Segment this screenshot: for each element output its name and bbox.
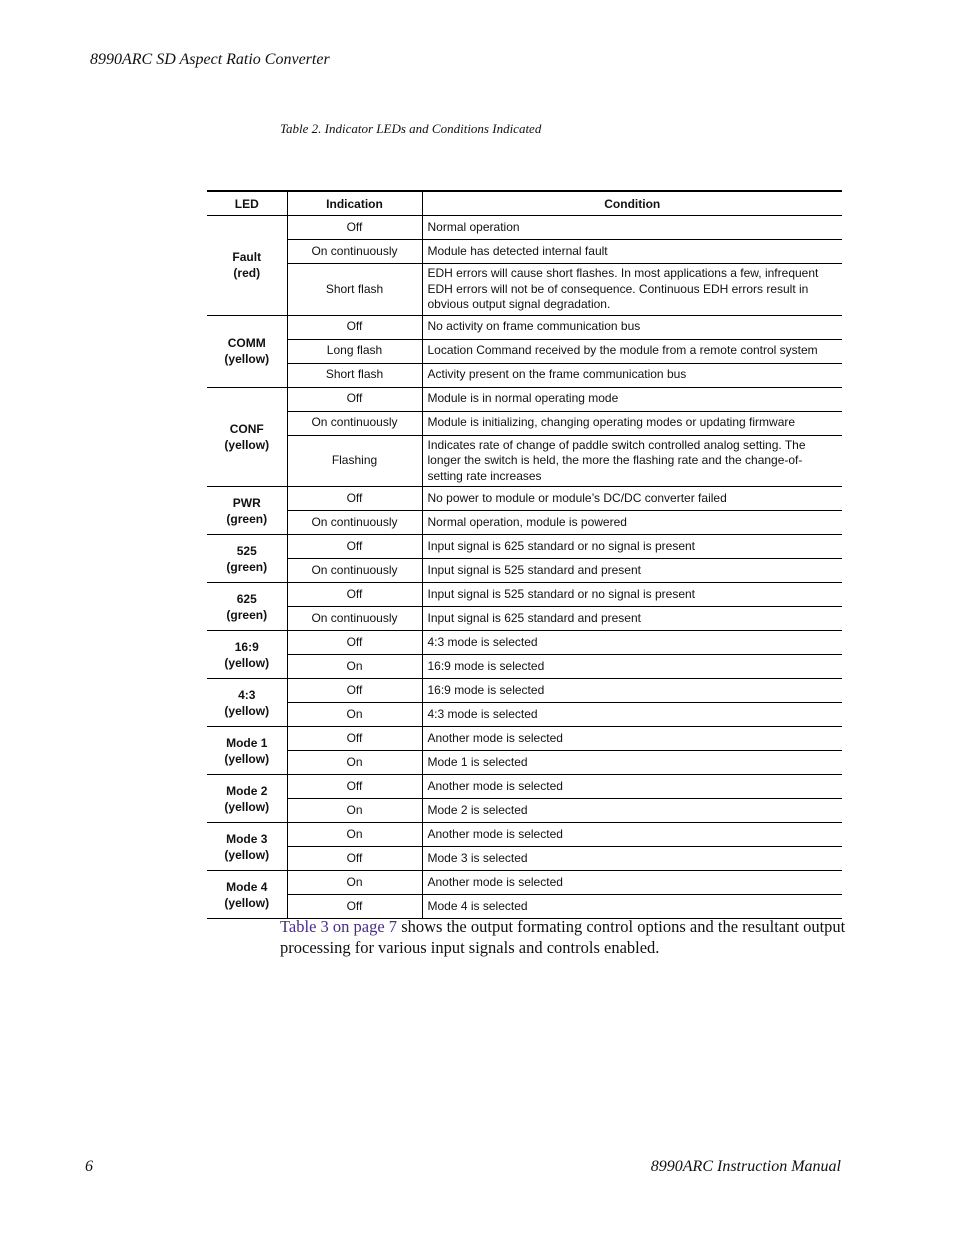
led-name: Fault <box>232 250 262 265</box>
table-row <box>207 315 842 339</box>
indication-cell: Off <box>287 775 422 799</box>
condition-cell: Input signal is 625 standard or no signal is present <box>422 535 842 559</box>
led-color: (yellow) <box>224 655 270 670</box>
led-color: (yellow) <box>224 703 270 718</box>
condition-cell: No power to module or module’s DC/DC converter failed <box>422 487 842 511</box>
condition-cell: Mode 2 is selected <box>422 799 842 823</box>
led-color: (green) <box>226 559 268 574</box>
condition-cell: Normal operation <box>422 216 842 240</box>
led-indicator-table <box>207 190 842 919</box>
led-color: (yellow) <box>224 437 270 452</box>
indication-cell: On <box>287 823 422 847</box>
table-row <box>207 559 842 583</box>
led-name: Mode 1 <box>226 735 268 750</box>
condition-cell: Input signal is 525 standard or no signal is present <box>422 583 842 607</box>
table-row <box>207 216 842 240</box>
led-cell <box>207 216 287 316</box>
indication-cell: Short flash <box>287 363 422 387</box>
table-row <box>207 511 842 535</box>
condition-cell: EDH errors will cause short flashes. In most applications a few, infrequent EDH errors will not be of consequence. Continuous EDH errors result in obvious output signal degradation. <box>422 264 842 316</box>
column-header-led: LED <box>207 191 287 216</box>
indication-cell: On <box>287 655 422 679</box>
led-name: 16:9 <box>234 639 259 654</box>
led-color: (yellow) <box>224 352 270 366</box>
column-header-condition: Condition <box>422 191 842 216</box>
led-name: Mode 2 <box>226 783 268 798</box>
indication-cell: Off <box>287 847 422 871</box>
table-row <box>207 631 842 655</box>
indication-cell: Off <box>287 583 422 607</box>
indication-cell: Off <box>287 387 422 411</box>
condition-cell: Input signal is 525 standard and present <box>422 559 842 583</box>
condition-cell: 4:3 mode is selected <box>422 631 842 655</box>
table-cross-reference-link[interactable]: Table 3 on page 7 <box>280 917 398 936</box>
table-row <box>207 411 842 435</box>
led-color: (yellow) <box>224 847 270 862</box>
indication-cell: On <box>287 799 422 823</box>
led-color: (green) <box>226 511 268 526</box>
table-row <box>207 240 842 264</box>
table-row <box>207 727 842 751</box>
led-cell <box>207 583 287 631</box>
led-color: (yellow) <box>224 799 270 814</box>
indication-cell: On continuously <box>287 559 422 583</box>
condition-cell: Indicates rate of change of paddle switch controlled analog setting. The longer the switch is held, the more the flashing rate and the change-of-setting rate increases <box>422 435 842 487</box>
indication-cell: Off <box>287 487 422 511</box>
indication-cell: On <box>287 703 422 727</box>
led-name: PWR <box>232 495 261 510</box>
table-row <box>207 847 842 871</box>
table-row <box>207 487 842 511</box>
condition-cell: Module is in normal operating mode <box>422 387 842 411</box>
table-row <box>207 535 842 559</box>
indication-cell: Flashing <box>287 435 422 487</box>
led-name: 625 <box>236 591 257 606</box>
led-cell <box>207 775 287 823</box>
indication-cell: On <box>287 751 422 775</box>
condition-cell: 4:3 mode is selected <box>422 703 842 727</box>
condition-cell: Location Command received by the module from a remote control system <box>422 339 842 363</box>
table-row <box>207 871 842 895</box>
led-name: 525 <box>236 543 257 558</box>
footer-title: 8990ARC Instruction Manual <box>650 1158 841 1175</box>
indication-cell: On continuously <box>287 240 422 264</box>
body-text: shows the output formating control options and the resultant output processing for various input signals and controls enabled. <box>280 917 846 957</box>
condition-cell: Activity present on the frame communication bus <box>422 363 842 387</box>
led-color: (green) <box>226 607 268 622</box>
led-cell <box>207 315 287 387</box>
table-row <box>207 339 842 363</box>
table-row <box>207 387 842 411</box>
indication-cell: On continuously <box>287 607 422 631</box>
table-body <box>207 216 842 919</box>
led-cell <box>207 823 287 871</box>
led-cell <box>207 387 287 487</box>
condition-cell: Another mode is selected <box>422 727 842 751</box>
led-name: 4:3 <box>238 687 256 702</box>
indication-cell: Off <box>287 631 422 655</box>
table-row <box>207 583 842 607</box>
table-row <box>207 775 842 799</box>
indication-cell: Off <box>287 679 422 703</box>
indication-cell: Off <box>287 535 422 559</box>
table-row <box>207 435 842 487</box>
led-name: Mode 3 <box>226 831 268 846</box>
table-header-row <box>207 191 842 216</box>
table-row <box>207 799 842 823</box>
led-cell <box>207 727 287 775</box>
indication-cell: On <box>287 871 422 895</box>
table-row <box>207 655 842 679</box>
led-color: (yellow) <box>224 751 270 766</box>
condition-cell: Mode 4 is selected <box>422 895 842 919</box>
condition-cell: 16:9 mode is selected <box>422 679 842 703</box>
indication-cell: Short flash <box>287 264 422 316</box>
led-cell <box>207 679 287 727</box>
led-name: CONF <box>229 421 264 436</box>
indication-cell: On continuously <box>287 511 422 535</box>
led-color: (yellow) <box>224 895 270 910</box>
table-row <box>207 679 842 703</box>
condition-cell: No activity on frame communication bus <box>422 315 842 339</box>
led-cell <box>207 631 287 679</box>
condition-cell: Module is initializing, changing operating modes or updating firmware <box>422 411 842 435</box>
indication-cell: Long flash <box>287 339 422 363</box>
indication-cell: Off <box>287 727 422 751</box>
condition-cell: Mode 1 is selected <box>422 751 842 775</box>
condition-cell: 16:9 mode is selected <box>422 655 842 679</box>
table-row <box>207 607 842 631</box>
condition-cell: Another mode is selected <box>422 823 842 847</box>
condition-cell: Normal operation, module is powered <box>422 511 842 535</box>
page-number: 6 <box>85 1158 93 1175</box>
led-name: COMM <box>227 336 266 350</box>
led-color: (red) <box>233 266 261 281</box>
led-cell <box>207 535 287 583</box>
condition-cell: Input signal is 625 standard and present <box>422 607 842 631</box>
indication-cell: On continuously <box>287 411 422 435</box>
indication-cell: Off <box>287 216 422 240</box>
table-row <box>207 363 842 387</box>
led-cell <box>207 871 287 919</box>
body-paragraph <box>280 916 850 958</box>
indication-cell: Off <box>287 315 422 339</box>
running-header: 8990ARC SD Aspect Ratio Converter <box>90 51 330 68</box>
condition-cell: Another mode is selected <box>422 871 842 895</box>
led-cell <box>207 487 287 535</box>
led-name: Mode 4 <box>226 879 268 894</box>
table-row <box>207 264 842 316</box>
table-row <box>207 823 842 847</box>
table-row <box>207 751 842 775</box>
table-row <box>207 895 842 919</box>
column-header-indication: Indication <box>287 191 422 216</box>
condition-cell: Module has detected internal fault <box>422 240 842 264</box>
condition-cell: Another mode is selected <box>422 775 842 799</box>
table-caption: Table 2. Indicator LEDs and Conditions Indicated <box>280 121 542 136</box>
table-row <box>207 703 842 727</box>
indication-cell: Off <box>287 895 422 919</box>
condition-cell: Mode 3 is selected <box>422 847 842 871</box>
